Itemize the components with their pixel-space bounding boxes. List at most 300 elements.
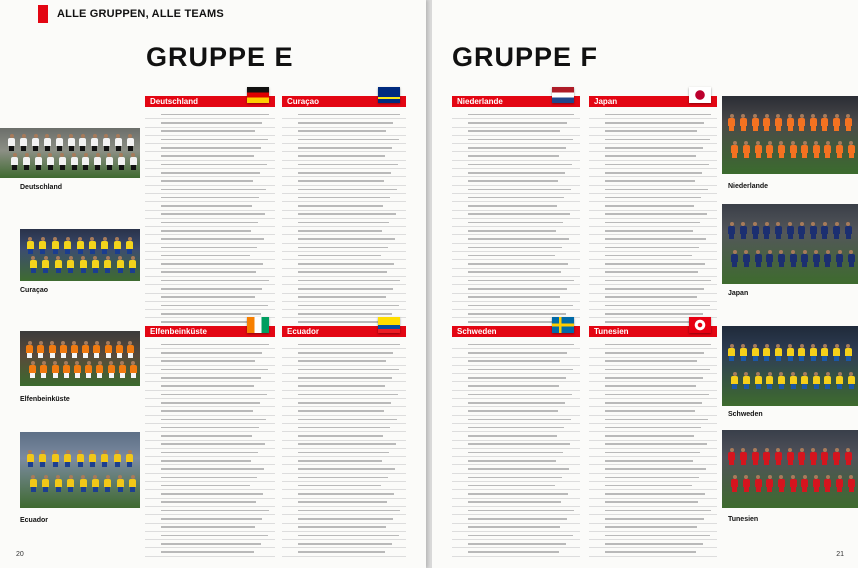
roster-row [452, 358, 580, 366]
player-figure [763, 114, 770, 131]
roster-row-text [468, 230, 556, 232]
roster-row-text [161, 321, 254, 323]
roster-row-text [605, 369, 710, 371]
team-photo-schweden [722, 326, 858, 406]
roster-row-text [468, 493, 568, 495]
player-figure [848, 141, 855, 158]
roster-row [589, 186, 717, 194]
roster-row [282, 260, 406, 268]
player-figure [117, 475, 124, 492]
roster-row-text [468, 122, 567, 124]
roster-row [452, 548, 580, 556]
roster-row-text [161, 352, 262, 354]
player-figure [790, 250, 797, 267]
player-figure [821, 344, 828, 361]
roster-row [452, 302, 580, 310]
roster-row [145, 465, 275, 473]
roster-row [452, 457, 580, 465]
player-figure [30, 475, 37, 492]
roster-row [589, 277, 717, 285]
roster-row [589, 465, 717, 473]
roster-list [282, 341, 406, 557]
roster-row-text [605, 205, 694, 207]
roster-row-text [161, 247, 257, 249]
roster-row [452, 391, 580, 399]
team-photo-deutschland [0, 128, 140, 178]
player-figure [103, 134, 110, 151]
roster-row [145, 507, 275, 515]
player-figure [77, 450, 84, 467]
curacao-flag-icon [378, 87, 400, 103]
player-figure [728, 448, 735, 465]
roster-row [145, 391, 275, 399]
roster-row-text [468, 271, 561, 273]
team-header-elfenbeinkueste: Elfenbeinküste [145, 326, 275, 337]
roster-row-text [298, 394, 398, 396]
roster-row-text [298, 510, 400, 512]
roster-row-text [161, 551, 254, 553]
roster-row-text [605, 394, 709, 396]
roster-row [589, 136, 717, 144]
player-figure [101, 450, 108, 467]
roster-row-text [605, 114, 711, 116]
roster-row-text [298, 551, 385, 553]
player-figure [101, 237, 108, 254]
player-figure [35, 153, 42, 170]
roster-row-text [161, 369, 268, 371]
photo-label-ecuador: Ecuador [20, 517, 49, 524]
roster-row-text [468, 460, 556, 462]
player-figure [42, 256, 49, 273]
roster-row-text [605, 213, 707, 215]
player-figure [68, 134, 75, 151]
roster-row-text [161, 130, 255, 132]
photo-label-schweden: Schweden [728, 411, 763, 418]
roster-row-text [298, 197, 390, 199]
roster-row-text [161, 535, 268, 537]
roster-row [282, 382, 406, 390]
player-figure [96, 361, 103, 378]
roster-row [589, 540, 717, 548]
roster-row-text [298, 230, 382, 232]
roster-row [452, 177, 580, 185]
player-figure [74, 361, 81, 378]
roster-row [145, 382, 275, 390]
roster-niederlande [452, 96, 580, 327]
roster-row-text [298, 130, 386, 132]
roster-row [145, 161, 275, 169]
roster-row-text [298, 493, 394, 495]
roster-row-text [161, 493, 263, 495]
player-figure [766, 141, 773, 158]
player-figure [810, 344, 817, 361]
player-figure [766, 475, 773, 492]
roster-row-text [605, 452, 700, 454]
player-figure [127, 134, 134, 151]
roster-row-text [161, 222, 258, 224]
roster-row-text [468, 147, 566, 149]
player-figure [824, 372, 831, 389]
roster-row [145, 548, 275, 556]
roster-row [282, 532, 406, 540]
roster-row-text [161, 296, 255, 298]
roster-row-text [298, 452, 389, 454]
roster-row [589, 144, 717, 152]
photo-label-elfenbeinkueste: Elfenbeinküste [20, 396, 70, 403]
roster-row-text [605, 360, 697, 362]
roster-row-text [605, 344, 711, 346]
roster-row-text [605, 485, 692, 487]
group-title-f: GRUPPE F [452, 42, 599, 72]
roster-row [282, 399, 406, 407]
roster-row-text [161, 255, 250, 257]
roster-list [589, 341, 717, 557]
roster-row-text [468, 155, 559, 157]
roster-row-text [161, 427, 259, 429]
roster-row-text [605, 352, 704, 354]
roster-row [589, 260, 717, 268]
roster-row [145, 432, 275, 440]
roster-row-text [298, 385, 385, 387]
roster-row [589, 294, 717, 302]
player-figure [60, 341, 67, 358]
roster-row [282, 341, 406, 349]
roster-row-text [298, 352, 393, 354]
roster-row-text [161, 452, 258, 454]
photo-label-niederlande: Niederlande [728, 183, 769, 190]
header-accent-bar [38, 5, 48, 23]
roster-row-text [161, 147, 261, 149]
player-figure [775, 222, 782, 239]
roster-row [282, 202, 406, 210]
roster-row [589, 399, 717, 407]
roster-row-text [468, 369, 573, 371]
team-photo-curacao [20, 229, 140, 281]
roster-row [589, 269, 717, 277]
roster-row-text [161, 419, 266, 421]
roster-row [145, 227, 275, 235]
player-figure [130, 153, 137, 170]
player-figure [89, 450, 96, 467]
roster-row [282, 407, 406, 415]
player-figure [813, 372, 820, 389]
roster-row-text [605, 460, 693, 462]
player-figure [126, 237, 133, 254]
player-figure [743, 141, 750, 158]
roster-row-text [605, 155, 696, 157]
player-figure [836, 250, 843, 267]
roster-elfenbeinkueste [145, 326, 275, 557]
roster-list [145, 341, 275, 557]
roster-row-text [468, 468, 569, 470]
roster-row [282, 128, 406, 136]
roster-row [589, 211, 717, 219]
roster-row-text [468, 485, 555, 487]
roster-row-text [161, 122, 262, 124]
roster-row-text [468, 435, 557, 437]
roster-row [589, 111, 717, 119]
roster-row [145, 277, 275, 285]
player-figure [755, 141, 762, 158]
roster-row [589, 432, 717, 440]
roster-row [452, 152, 580, 160]
player-figure [728, 222, 735, 239]
player-figure [836, 372, 843, 389]
roster-row-text [298, 122, 393, 124]
roster-row [145, 144, 275, 152]
roster-row [282, 432, 406, 440]
roster-row [145, 416, 275, 424]
team-header-deutschland: Deutschland [145, 96, 275, 107]
roster-row-text [468, 551, 559, 553]
player-figure [836, 475, 843, 492]
roster-row-text [298, 443, 396, 445]
player-figure [63, 361, 70, 378]
roster-row [145, 128, 275, 136]
roster-row [452, 277, 580, 285]
roster-row-text [161, 402, 260, 404]
roster-row [452, 515, 580, 523]
roster-row-text [605, 510, 711, 512]
roster-row-text [298, 280, 400, 282]
roster-row-text [298, 271, 387, 273]
player-figure [810, 448, 817, 465]
player-figure [740, 448, 747, 465]
roster-row [145, 532, 275, 540]
roster-row-text [298, 139, 399, 141]
roster-row-text [605, 551, 696, 553]
player-figure [114, 237, 121, 254]
player-figure [117, 256, 124, 273]
roster-row-text [605, 197, 701, 199]
roster-row-text [468, 352, 567, 354]
roster-row-text [468, 321, 559, 323]
roster-row-text [161, 271, 256, 273]
roster-row [452, 285, 580, 293]
roster-row [452, 349, 580, 357]
player-figure [787, 448, 794, 465]
roster-row-text [298, 369, 399, 371]
roster-row [145, 407, 275, 415]
player-figure [790, 475, 797, 492]
roster-row [282, 294, 406, 302]
roster-row [282, 366, 406, 374]
roster-row [452, 482, 580, 490]
photo-label-tunesien: Tunesien [728, 516, 759, 523]
roster-row [145, 169, 275, 177]
player-figure [787, 114, 794, 131]
roster-row [452, 441, 580, 449]
roster-row-text [161, 410, 253, 412]
roster-row-text [468, 263, 568, 265]
player-figure [775, 344, 782, 361]
player-figure [752, 114, 759, 131]
roster-row-text [468, 344, 574, 346]
roster-row [452, 119, 580, 127]
roster-row [282, 349, 406, 357]
roster-row [282, 161, 406, 169]
roster-row-text [298, 543, 392, 545]
roster-row-text [468, 247, 562, 249]
roster-row [145, 424, 275, 432]
roster-row-text [298, 155, 385, 157]
roster-row [589, 252, 717, 260]
roster-row [452, 432, 580, 440]
sweden-flag-icon [552, 317, 574, 333]
roster-row-text [298, 410, 384, 412]
roster-row [452, 186, 580, 194]
player-figure [766, 372, 773, 389]
player-figure [26, 341, 33, 358]
player-figure [752, 344, 759, 361]
roster-row [282, 302, 406, 310]
roster-row [282, 111, 406, 119]
roster-row-text [605, 468, 706, 470]
roster-row [589, 341, 717, 349]
roster-row-text [161, 443, 265, 445]
roster-row [589, 474, 717, 482]
player-figure [728, 114, 735, 131]
player-figure [23, 153, 30, 170]
roster-row [452, 144, 580, 152]
roster-row [452, 128, 580, 136]
roster-row-text [298, 288, 393, 290]
player-figure [92, 256, 99, 273]
roster-row-text [605, 288, 704, 290]
player-figure [833, 448, 840, 465]
roster-row-text [161, 394, 267, 396]
roster-row [145, 244, 275, 252]
roster-row [589, 244, 717, 252]
roster-row [452, 382, 580, 390]
roster-row [145, 136, 275, 144]
roster-row-text [468, 197, 564, 199]
roster-row [282, 424, 406, 432]
roster-row-text [298, 477, 388, 479]
player-figure [845, 448, 852, 465]
roster-row-text [298, 255, 381, 257]
roster-row [589, 177, 717, 185]
roster-row-text [468, 280, 574, 282]
player-figure [731, 372, 738, 389]
player-figure [52, 237, 59, 254]
roster-row [145, 474, 275, 482]
player-figure [80, 475, 87, 492]
roster-row-text [605, 222, 700, 224]
player-figure [743, 250, 750, 267]
germany-flag-icon [247, 87, 269, 103]
ecuador-flag-icon [378, 317, 400, 333]
player-figure [798, 222, 805, 239]
roster-row [589, 457, 717, 465]
group-title-e: GRUPPE E [146, 42, 294, 72]
roster-row [452, 252, 580, 260]
player-figure [39, 450, 46, 467]
player-figure [810, 222, 817, 239]
roster-row [145, 441, 275, 449]
roster-row-text [161, 460, 251, 462]
roster-row-text [468, 443, 570, 445]
netherlands-flag-icon [552, 87, 574, 103]
player-figure [845, 222, 852, 239]
player-figure [93, 341, 100, 358]
roster-row [282, 244, 406, 252]
roster-row [282, 490, 406, 498]
roster-row-text [161, 485, 250, 487]
roster-row [282, 465, 406, 473]
roster-row [589, 152, 717, 160]
player-figure [798, 448, 805, 465]
player-figure [790, 372, 797, 389]
roster-row [282, 416, 406, 424]
roster-row [452, 260, 580, 268]
roster-row [145, 269, 275, 277]
roster-row-text [468, 510, 574, 512]
roster-row [282, 285, 406, 293]
roster-row [589, 416, 717, 424]
player-figure [824, 141, 831, 158]
roster-row [589, 202, 717, 210]
roster-row-text [161, 305, 268, 307]
roster-row-text [605, 247, 699, 249]
roster-schweden [452, 326, 580, 557]
roster-row [452, 507, 580, 515]
roster-row [452, 524, 580, 532]
player-figure [105, 341, 112, 358]
roster-row-text [468, 377, 566, 379]
roster-row-text [161, 510, 269, 512]
player-figure [787, 222, 794, 239]
roster-row-text [298, 180, 384, 182]
team-photo-niederlande [722, 96, 858, 174]
roster-row-text [161, 197, 259, 199]
roster-row-text [468, 296, 560, 298]
roster-row-text [468, 238, 569, 240]
roster-row [452, 219, 580, 227]
player-figure [126, 450, 133, 467]
roster-row-text [298, 313, 392, 315]
roster-row [145, 194, 275, 202]
roster-row-text [468, 164, 572, 166]
player-figure [836, 141, 843, 158]
roster-row-text [298, 518, 393, 520]
roster-row-text [468, 543, 566, 545]
roster-row [145, 482, 275, 490]
roster-row-text [605, 410, 695, 412]
roster-row [282, 540, 406, 548]
player-figure [130, 361, 137, 378]
player-figure [775, 114, 782, 131]
roster-row-text [298, 296, 386, 298]
roster-row [145, 152, 275, 160]
roster-row-text [298, 147, 392, 149]
roster-row-text [298, 402, 391, 404]
roster-row [282, 144, 406, 152]
player-figure [49, 341, 56, 358]
roster-row-text [298, 189, 397, 191]
roster-row-text [605, 271, 698, 273]
roster-row-text [298, 172, 391, 174]
roster-row-text [605, 501, 698, 503]
roster-row [145, 499, 275, 507]
roster-row-text [605, 526, 697, 528]
roster-row [282, 374, 406, 382]
roster-row [589, 169, 717, 177]
roster-row [589, 532, 717, 540]
player-figure [8, 134, 15, 151]
roster-row [145, 202, 275, 210]
roster-row-text [161, 205, 252, 207]
